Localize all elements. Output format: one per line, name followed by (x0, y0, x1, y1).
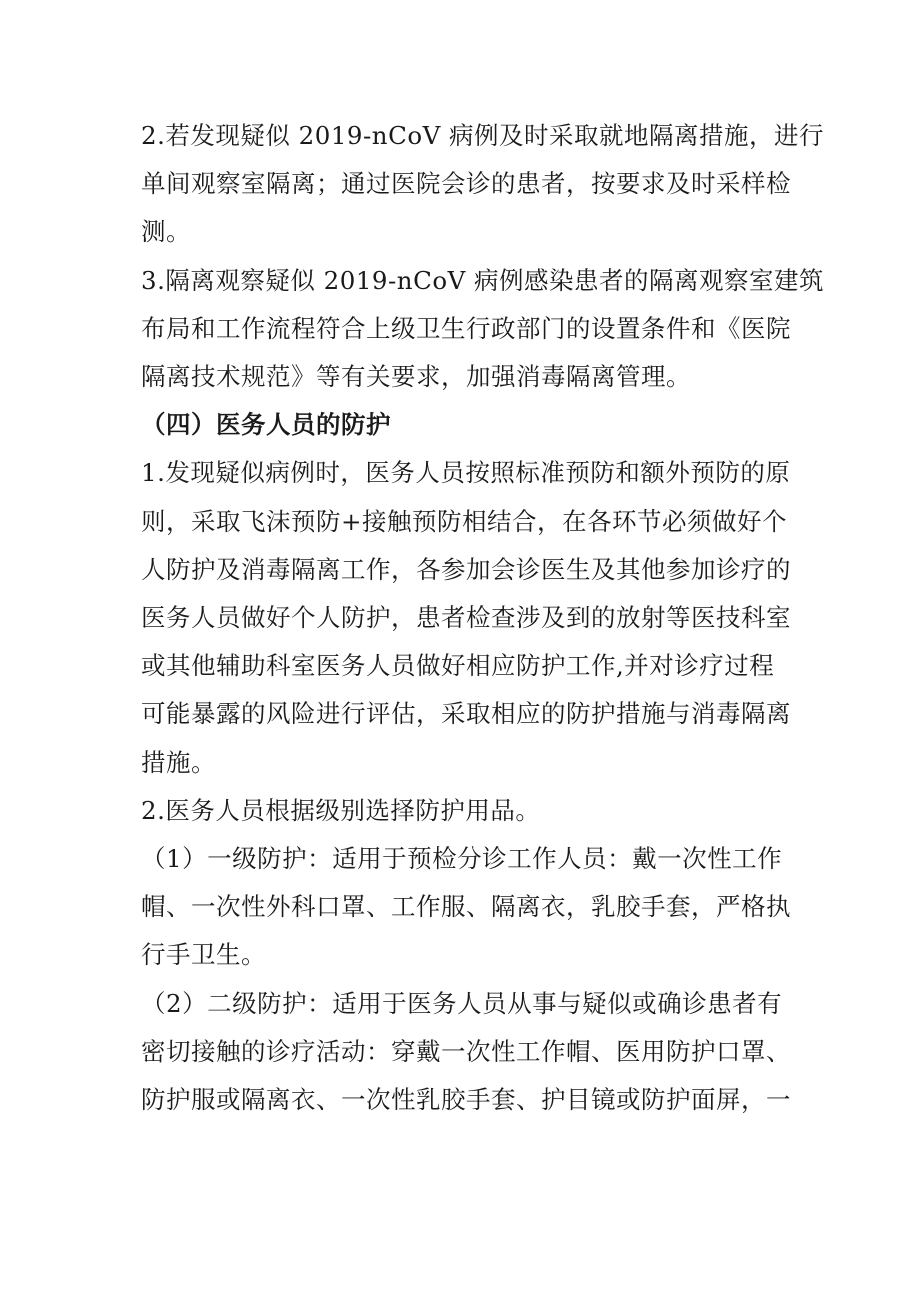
text-line: （1）一级防护：适用于预检分诊工作人员：戴一次性工作 (141, 844, 783, 873)
text-line: 布局和工作流程符合上级卫生行政部门的设置条件和《医院 (141, 314, 791, 343)
text-line: 测。 (141, 217, 191, 246)
text-line: 可能暴露的风险进行评估，采取相应的防护措施与消毒隔离 (141, 699, 791, 728)
text-line: 密切接触的诊疗活动：穿戴一次性工作帽、医用防护口罩、 (141, 1037, 791, 1066)
text-line: 或其他辅助科室医务人员做好相应防护工作,并对诊疗过程 (141, 651, 775, 680)
text-line: 隔离技术规范》等有关要求，加强消毒隔离管理。 (141, 362, 691, 391)
text-line: 帽、一次性外科口罩、工作服、隔离衣，乳胶手套，严格执 (141, 892, 791, 921)
text-line: 行手卫生。 (141, 940, 266, 969)
text-line: 则，采取飞沫预防+接触预防相结合，在各环节必须做好个 (141, 507, 788, 536)
text-line: 防护服或隔离衣、一次性乳胶手套、护目镜或防护面屏，一 (141, 1085, 791, 1114)
text-line: （2）二级防护：适用于医务人员从事与疑似或确诊患者有 (141, 989, 783, 1018)
text-line: 2.若发现疑似 2019-nCoV 病例及时采取就地隔离措施，进行 (141, 121, 825, 150)
section-heading: （四）医务人员的防护 (141, 410, 391, 439)
text-line: 2.医务人员根据级别选择防护用品。 (141, 796, 541, 825)
text-line: 1.发现疑似病例时，医务人员按照标准预防和额外预防的原 (141, 458, 791, 487)
text-line: 措施。 (141, 748, 216, 777)
text-line: 医务人员做好个人防护，患者检查涉及到的放射等医技科室 (141, 603, 791, 632)
text-line: 人防护及消毒隔离工作，各参加会诊医生及其他参加诊疗的 (141, 555, 791, 584)
text-line: 单间观察室隔离；通过医院会诊的患者，按要求及时采样检 (141, 169, 791, 198)
text-line: 3.隔离观察疑似 2019-nCoV 病例感染患者的隔离观察室建筑 (141, 266, 825, 295)
